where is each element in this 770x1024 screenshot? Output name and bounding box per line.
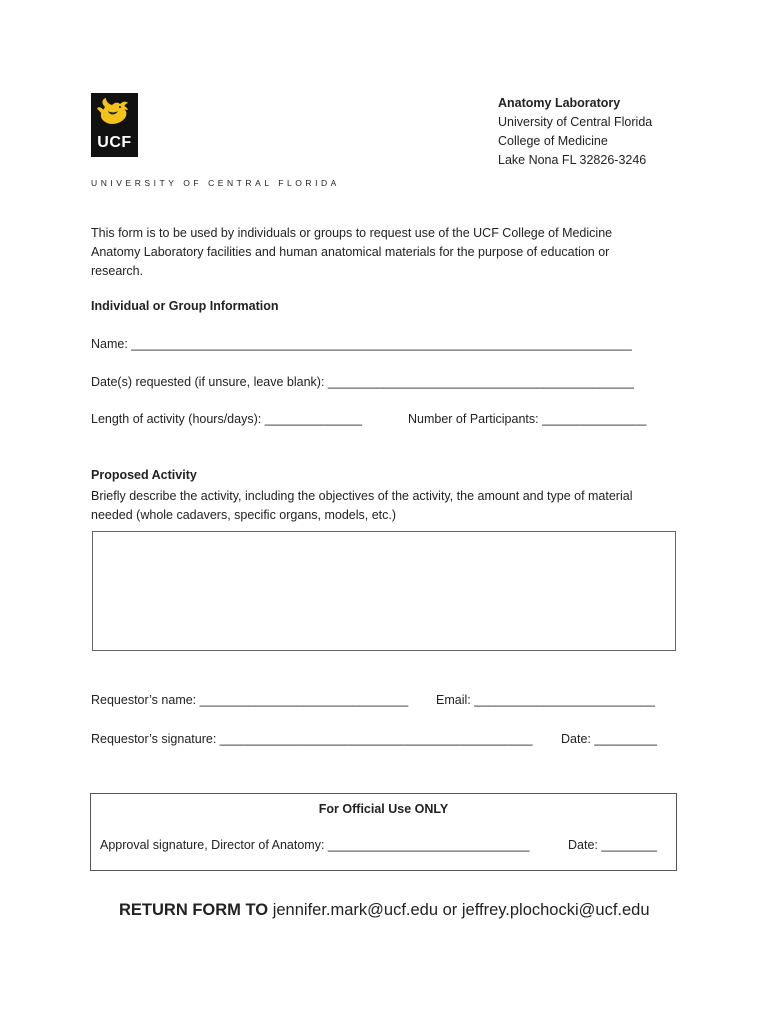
approval-signature-field[interactable]: Approval signature, Director of Anatomy: _____________________________	[100, 838, 530, 852]
dates-requested-field[interactable]: Date(s) requested (if unsure, leave blank): ____________________________________________	[91, 375, 634, 389]
approval-date-field[interactable]: Date: ________	[568, 838, 657, 852]
length-of-activity-field[interactable]: Length of activity (hours/days): ______________	[91, 412, 363, 426]
address-block	[498, 94, 652, 170]
number-of-participants-field[interactable]: Number of Participants: _______________	[408, 412, 647, 426]
name-field[interactable]: Name: ________________________________________________________________________	[91, 337, 632, 351]
address-college: College of Medicine	[498, 134, 608, 148]
activity-description-box[interactable]	[92, 531, 676, 651]
requestor-signature-field[interactable]: Requestor’s signature: _____________________________________________	[91, 732, 533, 746]
email-field[interactable]: Email: __________________________	[436, 693, 655, 707]
activity-instructions: Briefly describe the activity, including the objectives of the activity, the amount and type of material needed (whole cadavers, specific organs, models, etc.)	[91, 489, 633, 522]
section-heading-individual: Individual or Group Information	[91, 299, 279, 313]
requestor-name-field[interactable]: Requestor’s name: ______________________________	[91, 693, 409, 707]
requestor-date-field[interactable]: Date: _________	[561, 732, 657, 746]
official-use-title: For Official Use ONLY	[318, 802, 449, 816]
address-city: Lake Nona FL 32826-3246	[498, 153, 647, 167]
ucf-logo	[91, 93, 138, 157]
return-instructions	[119, 901, 650, 920]
return-emails: jennifer.mark@ucf.edu or jeffrey.plochocki@ucf.edu	[272, 901, 650, 919]
address-university: University of Central Florida	[498, 115, 653, 129]
logo-text: UCF	[97, 134, 132, 151]
official-use-box	[90, 793, 677, 871]
university-wordmark: UNIVERSITY OF CENTRAL FLORIDA	[91, 178, 340, 188]
intro-paragraph: This form is to be used by individuals or groups to request use of the UCF College of Medicine Anatomy Laboratory facilities and human anatomical materials for the purpose of education or research.	[91, 226, 613, 278]
address-department: Anatomy Laboratory	[498, 96, 621, 110]
section-heading-proposed-activity: Proposed Activity	[91, 468, 197, 482]
return-label: RETURN FORM TO	[119, 901, 269, 919]
